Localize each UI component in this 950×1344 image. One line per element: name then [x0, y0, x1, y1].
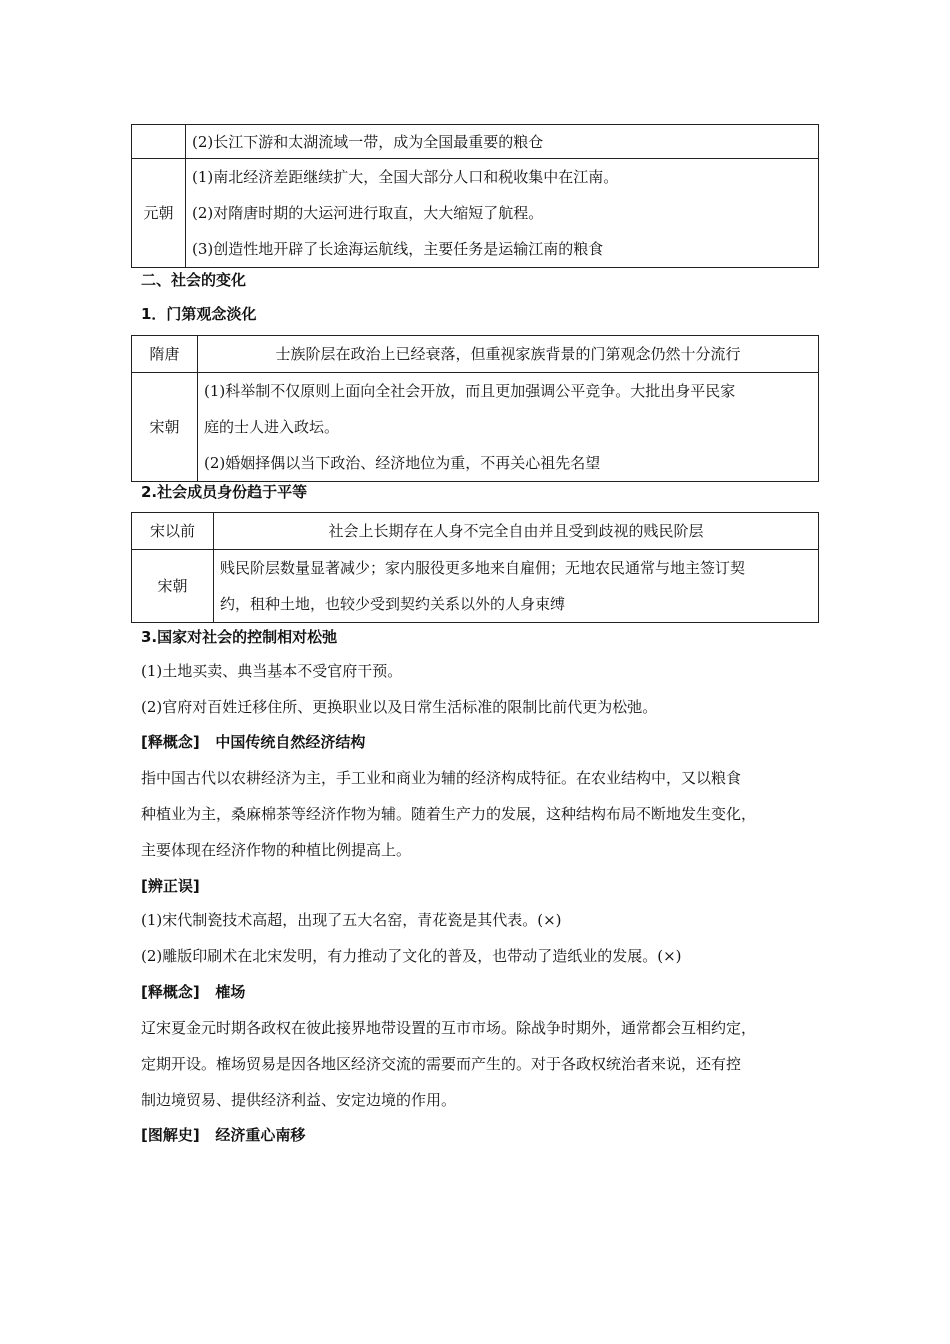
errors-heading: [辨正误]	[141, 877, 200, 895]
table-clan	[131, 335, 819, 482]
concept-paragraph	[141, 1010, 821, 1118]
table-row	[132, 159, 819, 268]
para-line: 辽宋夏金元时期各政权在彼此接界地带设置的互市市场。除战争时期外，通常都会互相约定，	[141, 1019, 757, 1037]
row-label: 隋唐	[132, 336, 198, 373]
history-heading	[141, 1125, 305, 1145]
cell-line: (2)对隋唐时期的大运河进行取直，大大缩短了航程。	[192, 204, 544, 222]
para-line: 种植业为主，桑麻棉茶等经济作物为辅。随着生产力的发展，这种结构布局不断地发生变化，	[141, 805, 757, 823]
cell-line: (3)创造性地开辟了长途海运航线，主要任务是运输江南的粮食	[192, 240, 604, 258]
concept-tag: [释概念]	[141, 983, 200, 1001]
row-content	[198, 336, 819, 373]
concept-tag: [释概念]	[141, 733, 200, 751]
table-row	[132, 125, 819, 159]
subheading-2: 2.社会成员身份趋于平等	[141, 483, 308, 501]
row-content	[198, 373, 819, 482]
row-content	[186, 159, 819, 268]
cell-line: 士族阶层在政治上已经衰落，但重视家族背景的门第观念仍然十分流行	[275, 345, 741, 363]
table-yuan	[131, 124, 819, 268]
row-label	[132, 125, 186, 159]
table-row	[132, 550, 819, 623]
subheading-3: 3.国家对社会的控制相对松弛	[141, 628, 338, 646]
section-heading: 二、社会的变化	[141, 271, 247, 289]
para-line: 指中国古代以农耕经济为主，手工业和商业为辅的经济构成特征。在农业结构中，又以粮食	[141, 769, 742, 787]
list-item: (1)土地买卖、典当基本不受官府干预。	[141, 662, 403, 680]
history-tag: [图解史]	[141, 1126, 200, 1144]
row-content	[214, 550, 819, 623]
history-title: 经济重心南移	[215, 1126, 306, 1144]
para-line: 主要体现在经济作物的种植比例提高上。	[141, 841, 412, 859]
row-label: 宋朝	[132, 550, 214, 623]
cell-line: (2)婚姻择偶以当下政治、经济地位为重，不再关心祖先名望	[204, 454, 601, 472]
subheading-1: 1．门第观念淡化	[141, 305, 257, 323]
cell-line: 约，租种土地，也较少受到契约关系以外的人身束缚	[220, 595, 566, 613]
row-content	[214, 513, 819, 550]
para-line: 定期开设。榷场贸易是因各地区经济交流的需要而产生的。对于各政权统治者来说，还有控	[141, 1055, 742, 1073]
table-status	[131, 512, 819, 623]
cell-line: 贱民阶层数量显著减少；家内服役更多地来自雇佣；无地农民通常与地主签订契	[220, 559, 746, 577]
para-line: 制边境贸易、提供经济利益、安定边境的作用。	[141, 1091, 457, 1109]
row-label: 宋朝	[132, 373, 198, 482]
table-row	[132, 336, 819, 373]
concept-heading	[141, 982, 245, 1002]
row-label: 宋以前	[132, 513, 214, 550]
concept-paragraph	[141, 760, 821, 868]
cell-line: (1)科举制不仅原则上面向全社会开放，而且更加强调公平竞争。大批出身平民家	[204, 382, 736, 400]
table-row	[132, 373, 819, 482]
concept-heading	[141, 732, 365, 752]
error-item: (2)雕版印刷术在北宋发明，有力推动了文化的普及，也带动了造纸业的发展。(×)	[141, 947, 682, 965]
cell-line: 社会上长期存在人身不完全自由并且受到歧视的贱民阶层	[328, 522, 704, 540]
row-label: 元朝	[132, 159, 186, 268]
concept-title: 榷场	[215, 983, 246, 1001]
concept-title: 中国传统自然经济结构	[215, 733, 366, 751]
error-item: (1)宋代制瓷技术高超，出现了五大名窑，青花瓷是其代表。(×)	[141, 911, 562, 929]
cell-line: (1)南北经济差距继续扩大，全国大部分人口和税收集中在江南。	[192, 168, 619, 186]
table-row	[132, 513, 819, 550]
row-content	[186, 125, 819, 159]
cell-line: (2)长江下游和太湖流域一带，成为全国最重要的粮仓	[192, 132, 544, 151]
list-item: (2)官府对百姓迁移住所、更换职业以及日常生活标准的限制比前代更为松弛。	[141, 698, 658, 716]
cell-line: 庭的士人进入政坛。	[204, 418, 340, 436]
